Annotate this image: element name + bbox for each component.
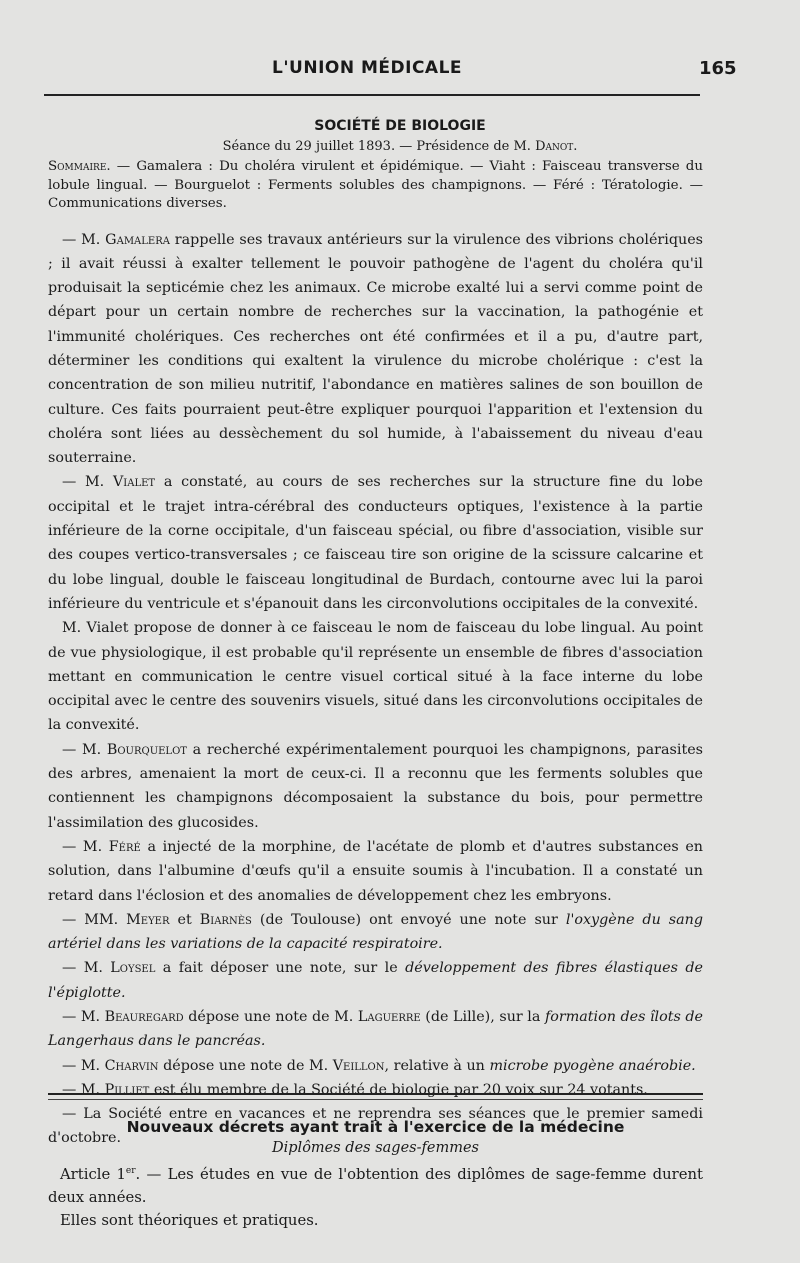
dash: — M. xyxy=(62,231,106,248)
dash: — M. xyxy=(62,960,111,977)
decrees-subtitle: Diplômes des sages-femmes xyxy=(272,1140,479,1156)
author-name: Pilliet xyxy=(104,1081,150,1098)
article-line-2: Elles sont théoriques et pratiques. xyxy=(60,1211,319,1229)
summary xyxy=(48,158,703,214)
paragraph-text: dépose une note de M. xyxy=(183,1009,358,1025)
paragraph-text: (de Lille), sur la xyxy=(420,1009,545,1025)
dash: — M. xyxy=(62,838,109,855)
dash: — M. xyxy=(62,1057,105,1074)
author-name: Meyer xyxy=(126,911,170,928)
paragraph-text: rappelle ses travaux antérieurs sur la virulence des vibrions cholériques ; il avait réussi à exalter tellement le pouvoir pathogène de l'agent du choléra qu'il produisait la septicémie chez les animaux. Ce microbe exalté lui a servi comme point de départ pour un certain nombre de recherches sur la vaccination, la pathogénie et l'immunité cholériques. Ces recherches ont été confirmées et il a pu, d'autre part, déterminer les conditions qui exaltent la virulence du microbe cholérique : c'est la concentration de son milieu nutritif, l'abondance en matières salines de son bouillon de culture. Ces faits pourraient peut-être expliquer pourquoi l'apparition et l'extension du choléra sont liées au dessèchement du sol humide, à l'abaissement du niveau d'eau souterraine. xyxy=(48,231,703,467)
note-title: formation des îlots de Langerhaus dans le pancréas. xyxy=(48,1009,703,1050)
decrees-body xyxy=(48,1160,703,1232)
paragraph-vacances: — La Société entre en vacances et ne reprendra ses séances que le premier samedi d'octobre. xyxy=(48,1106,703,1147)
author-name: Veillon xyxy=(332,1057,385,1074)
dash: — M. xyxy=(62,1009,105,1025)
author-name: Beauregard xyxy=(104,1009,184,1025)
paragraph-text: est élu membre de la Société de biologie par 20 voix sur 24 votants. xyxy=(149,1081,648,1098)
paragraph-charvin xyxy=(48,1054,703,1078)
dash: — M. xyxy=(62,474,113,491)
summary-label: Sommaire. xyxy=(48,159,111,174)
paragraph-text: (de Toulouse) ont envoyé une note sur xyxy=(251,911,566,928)
dash: — M. xyxy=(62,741,107,758)
paragraph-text: a recherché expérimentalement pourquoi les champignons, parasites des arbres, amenaient la mort de ceux-ci. Il a reconnu que les ferments solubles que contiennent les champignons décomposaient la substance du bois, pour permettre l'assimilation des glucosides. xyxy=(48,741,703,831)
paragraph-vialet-2: M. Vialet propose de donner à ce faisceau le nom de faisceau du lobe lingual. Au point de vue physiologique, il est probable qu'il représente un ensemble de fibres d'association mettant en communication le centre visuel cortical situé à la face interne du lobe occipital avec le centre des souvenirs visuels, situé dans les circonvolutions occipitales de la convexité. xyxy=(48,620,703,734)
paragraph-loysel xyxy=(48,956,703,1005)
author-name: Biarnès xyxy=(199,911,252,928)
paragraph-fere xyxy=(48,835,703,908)
article-sup: er xyxy=(125,1166,136,1176)
note-title: développement des fibres élastiques de l'épiglotte. xyxy=(48,960,703,1001)
session-line xyxy=(0,139,800,154)
article-label: Article 1 xyxy=(60,1165,126,1183)
decrees-title: Nouveaux décrets ayant trait à l'exercice de la médecine xyxy=(126,1118,625,1136)
paragraph-bourquelot xyxy=(48,738,703,835)
paragraph-text: , relative à un xyxy=(384,1057,490,1074)
dash: — MM. xyxy=(62,911,127,928)
summary-text: — Gamalera : Du choléra virulent et épidémique. — Viaht : Faisceau transverse du lobule lingual. — Bourguelot : Ferments solubles des champignons. — Féré : Tératologie. — Communications diverses. xyxy=(48,159,703,211)
author-name: Bourquelot xyxy=(106,741,187,758)
author-name: Loysel xyxy=(110,960,156,977)
paragraph-text: a constaté, au cours de ses recherches sur la structure fine du lobe occipital et le trajet intra-cérébral des conducteurs optiques, l'existence à la partie inférieure de la corne occipitale, d'un faisceau spécial, ou fibre d'association, visible sur des coupes vertico-transversales ; ce faisceau tire son origine de la scissure calcarine et du lobe lingual, double le faisceau longitudinal de Burdach, contourne avec lui la paroi inférieure du ventricule et s'épanouit dans les circonvolutions occipitales de la convexité. xyxy=(48,474,703,612)
author-name: Vialet xyxy=(112,474,156,491)
paragraph-gamalera xyxy=(48,228,703,471)
section-divider xyxy=(48,1093,703,1100)
paragraph-text: a injecté de la morphine, de l'acétate de plomb et d'autres substances en solution, dans l'albumine d'œufs qu'il a ensuite soumis à l'incubation. Il a constaté un retard dans l'éclosion et des anomalies de développement chez les embryons. xyxy=(48,838,703,904)
note-title: l'oxygène du sang artériel dans les variations de la capacité respiratoire. xyxy=(48,911,704,953)
journal-title: L'UNION MÉDICALE xyxy=(272,58,463,78)
article-body xyxy=(48,158,703,1151)
paragraph-meyer xyxy=(48,908,703,957)
author-name: Charvin xyxy=(104,1057,159,1074)
paragraph-text: a fait déposer une note, sur le xyxy=(155,960,406,977)
paragraph-beauregard xyxy=(48,1005,703,1054)
dash: — M. xyxy=(62,1081,105,1098)
article-1 xyxy=(48,1160,703,1209)
page-number: 165 xyxy=(699,58,737,79)
author-name: Laguerre xyxy=(357,1009,421,1025)
paragraph-vialet xyxy=(48,470,703,616)
author-name: Féré xyxy=(108,838,141,855)
author-name: Gamalera xyxy=(105,231,170,248)
header-rule xyxy=(44,94,700,96)
president-name: Danot. xyxy=(535,139,578,154)
section-title: SOCIÉTÉ DE BIOLOGIE xyxy=(314,118,486,134)
note-title: microbe pyogène anaérobie. xyxy=(489,1057,696,1074)
conjunction: et xyxy=(169,911,200,928)
article-text: . — Les études en vue de l'obtention des diplômes de sage-femme durent deux années. xyxy=(48,1165,703,1206)
page-header xyxy=(44,58,737,88)
paragraph-text: dépose une note de M. xyxy=(158,1057,333,1074)
session-text: Séance du 29 juillet 1893. — Présidence de M. xyxy=(222,139,536,154)
